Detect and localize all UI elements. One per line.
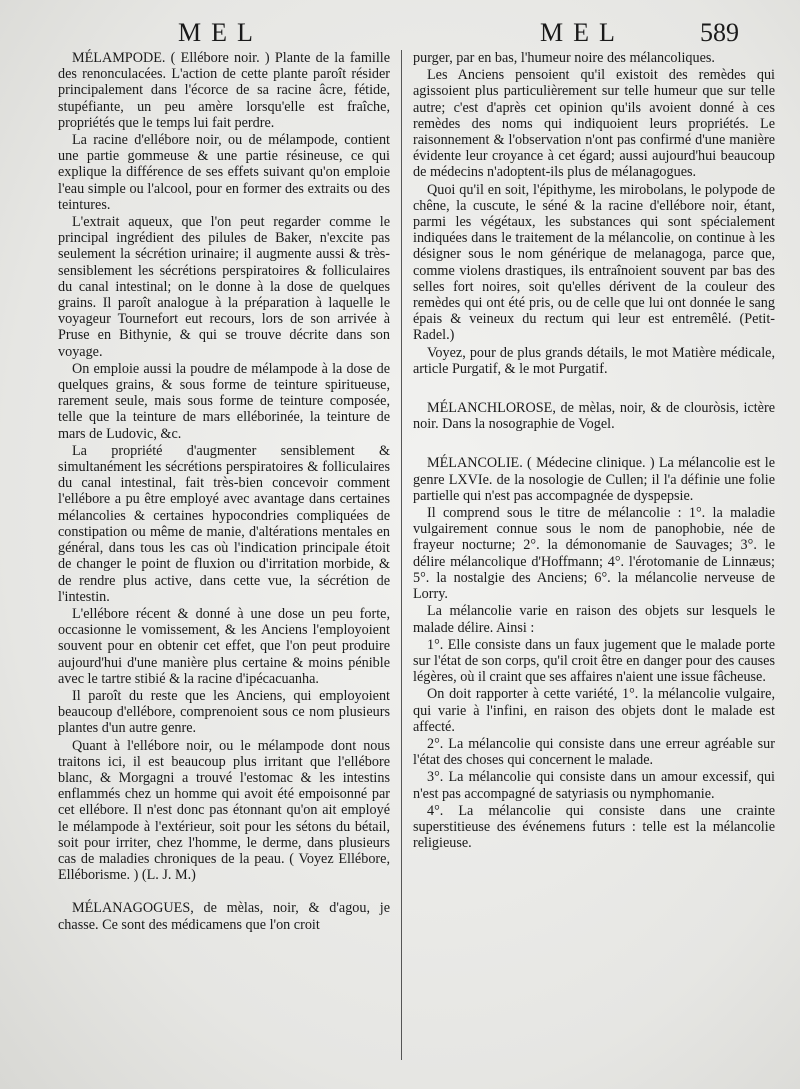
paragraph: 4°. La mélancolie qui consiste dans une crainte superstitieuse des événemens futurs : telle est la mélancolie religieuse. — [413, 802, 775, 852]
spacer — [58, 884, 390, 900]
paragraph: Quant à l'ellébore noir, ou le mélampode dont nous traitons ici, il est beaucoup plus irritant que l'ellébore blanc, & Morgagni a trouvé l'estomac & les intestins enflammés chez un homme qui avoit été empoisonné par cet ellébore. Il n'est donc pas étonnant qu'on ait employé le mélampode à l'extérieur, soit pour les sétons du bétail, soit pour irriter, chez l'homme, le derme, dans plusieurs cas de maladies chroniques de la peau. ( Voyez Ellébore, Elléborisme. ) (L. J. M.) — [58, 737, 390, 884]
entry-melancolie: MÉLANCOLIE. ( Médecine clinique. ) La mélancolie est le genre LXVIe. de la nosologie de Cullen; il l'a définie une folie partielle qui n'est pas accompagnée de dyspepsie. — [413, 455, 775, 504]
paragraph: On emploie aussi la poudre de mélampode à la dose de quelques grains, & sous forme de teinture spiritueuse, rarement seule, mais sous forme de teinture composée, telle que la teinture de mars elléborinée, la teinture de mars de Ludovic, &c. — [58, 360, 390, 442]
running-header — [0, 18, 800, 54]
left-column — [58, 50, 390, 934]
page-number: 589 — [700, 18, 739, 47]
spacer — [413, 378, 775, 400]
paragraph: Les Anciens pensoient qu'il existoit des remèdes qui agissoient plus particulièrement sur telle humeur que sur telle autre; c'est d'après cet opinion qu'ils avoient donné à ces remèdes des noms qui indiquoient leurs propriétés. Le raisonnement & l'observation n'ont pas confirmé d'une manière évidente leur croyance à cet égard; aussi aujourd'hui beaucoup de médecins n'adoptent-ils plus de mélanagogues. — [413, 67, 775, 181]
paragraph: Il comprend sous le titre de mélancolie : 1°. la maladie vulgairement connue sous le nom de panophobie, née de frayeur nocturne; 2°. la démonomanie de Sauvages; 3°. le délire mélancolique d'Hoffmann; 4°. l'érotomanie de Linnæus; 5°. la nostalgie des Anciens; 6°. la mélancolie nerveuse de Lorry. — [413, 505, 775, 603]
entry-melanagogues: MÉLANAGOGUES, de mèlas, noir, & d'agou, je chasse. Ce sont des médicamens que l'on croit — [58, 900, 390, 933]
paragraph: 2°. La mélancolie qui consiste dans une erreur agréable sur l'état des choses qui concernent le malade. — [413, 735, 775, 769]
header-right-title: MEL — [540, 18, 625, 47]
paragraph: Voyez, pour de plus grands détails, le mot Matière médicale, article Purgatif, & le mot Purgatif. — [413, 344, 775, 377]
header-left-title: MEL — [178, 18, 263, 47]
paragraph: On doit rapporter à cette variété, 1°. la mélancolie vulgaire, qui varie à l'infini, en raison des objets dont le malade est affecté. — [413, 686, 775, 735]
paragraph: 1°. Elle consiste dans un faux jugement que le malade porte sur l'état de son corps, qu'il croit être en danger pour des causes légères, où il craint que ses affaires n'aient une issue fâcheuse. — [413, 636, 775, 686]
paragraph: Quoi qu'il en soit, l'épithyme, les mirobolans, le polypode de chêne, la cuscute, le séné & la racine d'ellébore noir, étant, parmi les végétaux, les substances qui sont spécialement indiquées dans le traitement de la mélancolie, on continue à les désigner sous le nom générique de melanagoga, parce que, comme violens drastiques, ils entraînoient souvent par bas des selles fort noires, soit qu'elles dérivent de la couleur des remèdes qui ont été pris, ou de celle que lui ont donnée le sang épais & veineux du rectum qui leur est entremêlé. (Petit-Radel.) — [413, 181, 775, 344]
paragraph: La propriété d'augmenter sensiblement & simultanément les sécrétions perspiratoires & folliculaires du canal intestinal, fait très-bien concevoir comment l'ellébore a pu être employé avec avantage dans certaines mélancolies & certaines hypocondries compliquées de constipation ou même de manie, d'altérations mentales en général, dans tous les cas où l'indication principale étoit de changer le point de fluxion ou d'irritation morbide, & de rendre plus active, dans cette vue, la sécrétion de l'intestin. — [58, 442, 390, 605]
paragraph: L'ellébore récent & donné à une dose un peu forte, occasionne le vomissement, & les Anciens l'employoient souvent pour en obtenir cet effet, que l'on peut produire aujourd'hui d'une manière plus certaine & moins pénible avec le tartre stibié & la racine d'ipécacuanha. — [58, 605, 390, 687]
right-column — [413, 50, 775, 852]
paragraph: purger, par en bas, l'humeur noire des mélancoliques. — [413, 50, 715, 66]
column-rule — [401, 50, 402, 1060]
entry-melanchlorose: MÉLANCHLOROSE, de mèlas, noir, & de clouròsis, ictère noir. Dans la nosographie de Vogel. — [413, 400, 775, 433]
spacer — [413, 433, 775, 455]
paragraph: Il paroît du reste que les Anciens, qui employoient beaucoup d'ellébore, comprenoient sous ce nom plusieurs plantes d'un autre genre. — [58, 687, 390, 737]
paragraph: La racine d'ellébore noir, ou de mélampode, contient une partie gommeuse & une partie résineuse, ce qui explique la différence de ses effets suivant qu'on emploie l'eau simple ou l'alcool, pour en former des extraits ou des teintures. — [58, 132, 390, 213]
paragraph: 3°. La mélancolie qui consiste dans un amour excessif, qui n'est pas accompagné de satyriasis ou nymphomanie. — [413, 769, 775, 802]
entry-melampode: MÉLAMPODE. ( Ellébore noir. ) Plante de la famille des renonculacées. L'action de cette plante paroît résider principalement dans l'écorce de sa racine âcre, fétide, stupéfiante, un peu amère lorsqu'elle est fraîche, propriétés que le temps lui fait perdre. — [58, 50, 390, 131]
paragraph: L'extrait aqueux, que l'on peut regarder comme le principal ingrédient des pilules de Baker, n'excite pas seulement la sécrétion urinaire; il augmente aussi & très-sensiblement les sécrétions perspiratoires & folliculaires du canal intestinal; on le donne à la dose de quelques grains. Il paroît analogue à la préparation à laquelle le voyageur Tournefort eut recours, lors de son arrivée à Pruse en Bithynie, & qui se trouve décrite dans son voyage. — [58, 214, 390, 360]
paragraph: La mélancolie varie en raison des objets sur lesquels le malade délire. Ainsi : — [413, 603, 775, 636]
